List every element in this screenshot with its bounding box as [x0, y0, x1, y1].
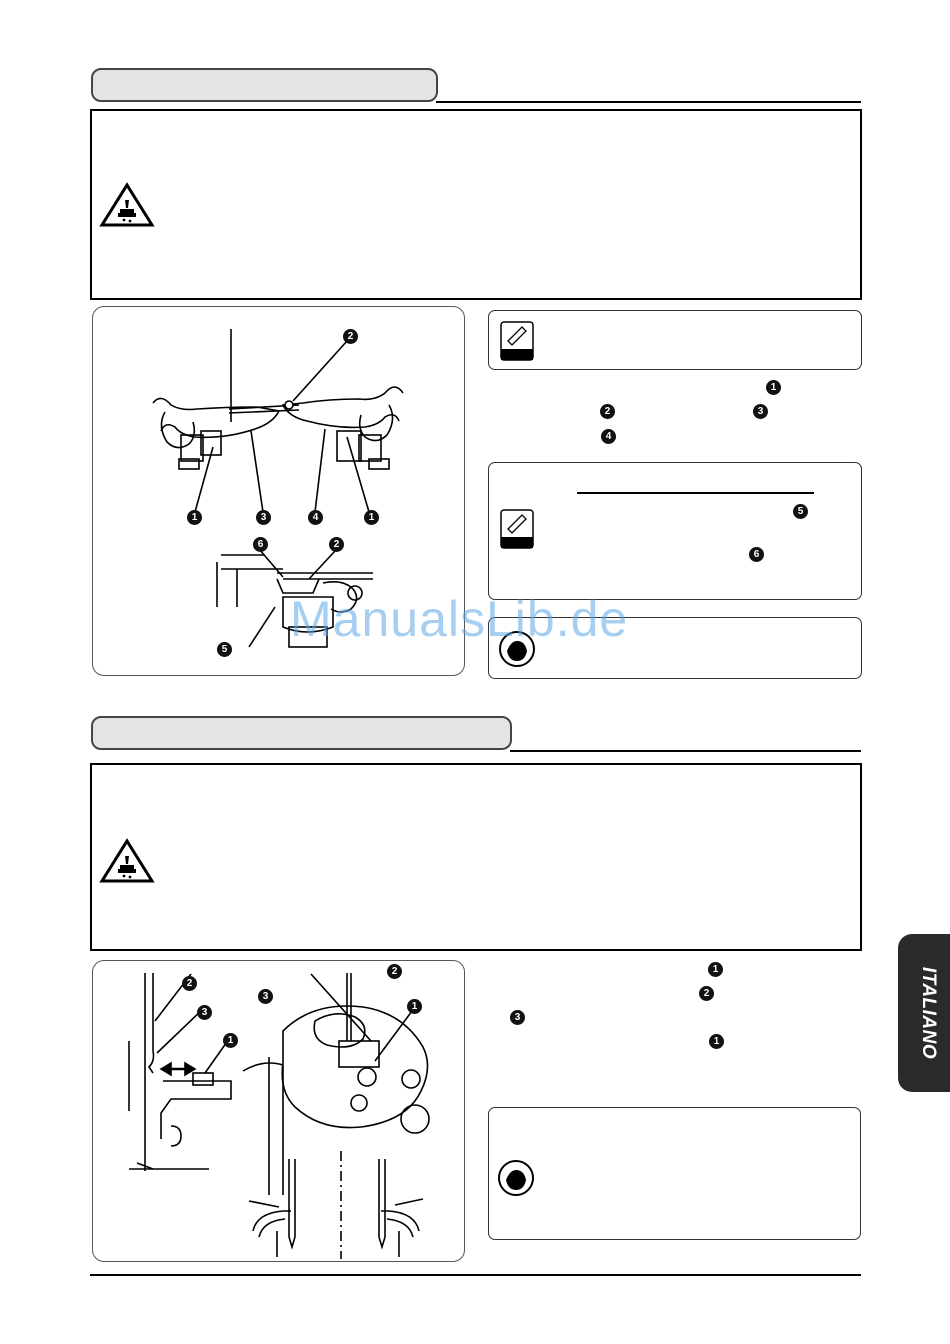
language-label: ITALIANO	[918, 966, 939, 1060]
reference-note-2	[488, 462, 862, 600]
callout-2-detail: 2	[329, 537, 344, 552]
callout-3-center: 3	[258, 989, 273, 1004]
caution-note-2	[488, 1107, 861, 1240]
callout-2-top: 2	[343, 329, 358, 344]
callout-3: 3	[256, 510, 271, 525]
text-marker-1-second: 1	[709, 1034, 724, 1049]
footer-rule	[90, 1274, 861, 1276]
text-marker-1: 1	[708, 962, 723, 977]
callout-2-left: 2	[182, 976, 197, 991]
callout-1-left: 1	[187, 510, 202, 525]
reference-note-1	[488, 310, 862, 370]
language-side-tab	[898, 934, 950, 1092]
section-2-title-tab	[91, 716, 512, 750]
callout-2-center: 2	[387, 964, 402, 979]
reference-marker-5: 5	[793, 504, 808, 519]
text-marker-3: 3	[510, 1010, 525, 1025]
text-marker-2: 2	[600, 404, 615, 419]
section-1-header-rule	[436, 101, 861, 103]
callout-4: 4	[308, 510, 323, 525]
reference-underline	[577, 492, 814, 494]
reference-note-icon	[500, 509, 534, 549]
section-1-title-tab	[91, 68, 438, 102]
callout-1-left: 1	[223, 1033, 238, 1048]
text-marker-1: 1	[766, 380, 781, 395]
callout-1-center: 1	[407, 999, 422, 1014]
warning-hand-icon	[100, 183, 154, 227]
section-1-warning-box	[90, 109, 862, 300]
callout-1-right: 1	[364, 510, 379, 525]
callout-5: 5	[217, 642, 232, 657]
attention-caution-icon	[496, 1154, 536, 1198]
text-marker-2: 2	[699, 986, 714, 1001]
callout-3-left: 3	[197, 1005, 212, 1020]
watermark: ManualsLib.de	[290, 591, 629, 647]
text-marker-4: 4	[601, 429, 616, 444]
warning-hand-icon	[100, 839, 154, 883]
text-marker-3: 3	[753, 404, 768, 419]
section-2-warning-box	[90, 763, 862, 951]
reference-marker-6: 6	[749, 547, 764, 562]
callout-6: 6	[253, 537, 268, 552]
section-2-header-rule	[510, 750, 861, 752]
reference-note-icon	[500, 321, 534, 361]
needle-guard-figure	[92, 960, 465, 1262]
